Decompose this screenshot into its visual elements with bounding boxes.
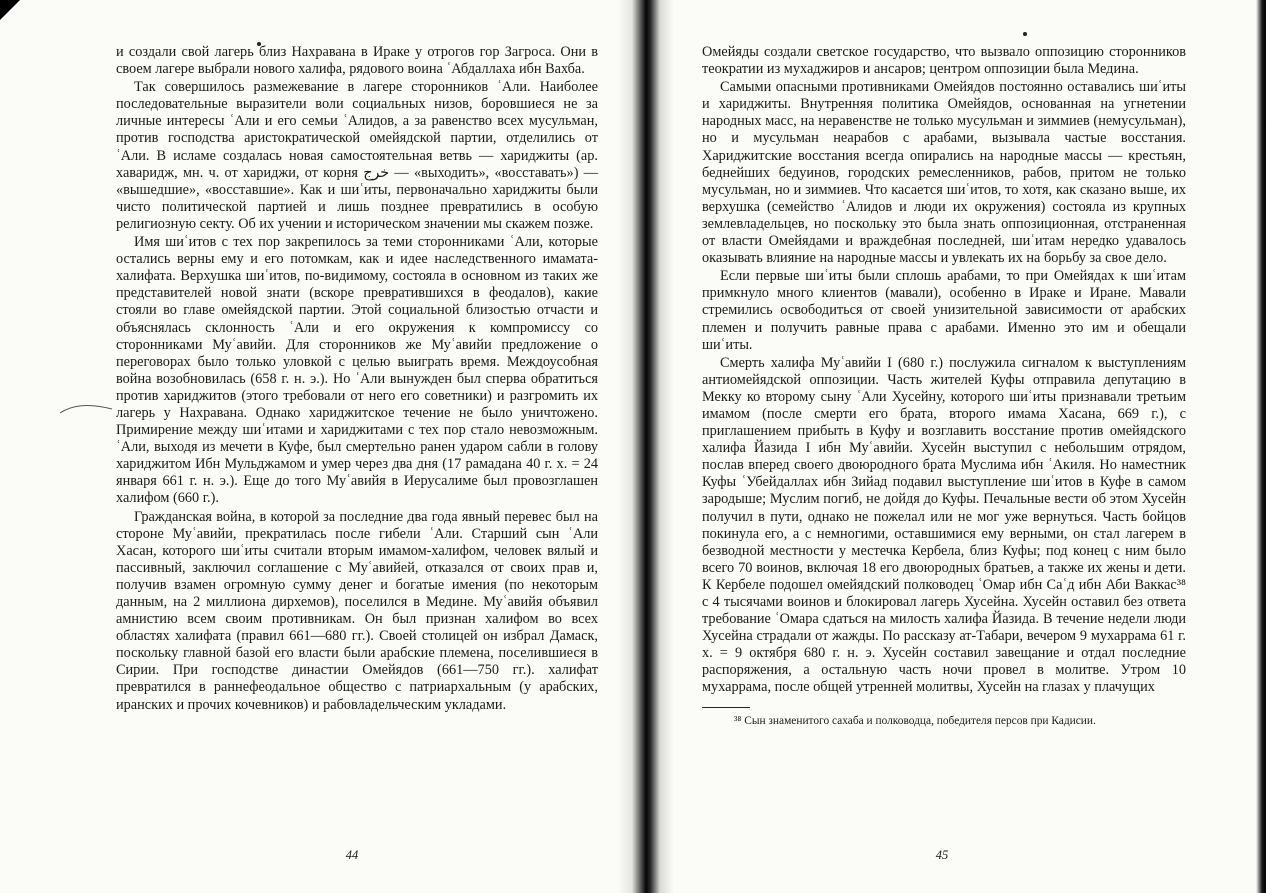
margin-pencil-mark [58,401,114,417]
left-page-body [116,44,598,714]
right-page [702,44,1186,728]
footnote: ³⁸ Сын знаменитого сахаба и полководца, победителя персов при Кадисии. [734,714,1096,727]
page-number-right: 45 [935,848,949,862]
paragraph: Смерть халифа Муʿавийи I (680 г.) послужила сигналом к выступлениям антиомейядской оппозиции. Часть жителей Куфы отправила депутацию в Мекку ко второму сыну ʿАли Хусейну, которого шиʿиты признавали третьим имамом (после смерти его брата, второго имама Хасана, 669 г.), с приглашением прибыть в Куфу и возглавить восстание против омейядского халифа Йазида I ибн Муʿавийи. Хусейн выступил с небольшим отрядом, послав вперед своего двоюродного брата Муслима ибн ʿАкиля. Но наместник Куфы ʿУбейдаллах ибн Зийад подавил выступление шиʿитов в Куфе в самом зародыше; Муслим погиб, не дойдя до Куфы. Печальные вести об этом Хусейн получил в пути, однако не пожелал или не мог уже вернуться. Часть бойцов покинула его, а с немногими, оставшимися ему верными, он стал лагерем в безводной местности у местечка Кербела, близ Куфы; под конец с ним было всего 70 воинов, включая 18 его двоюродных братьев, а также их жены и дети. К Кербеле подошел омейядский полководец ʿОмар ибн Саʿд ибн Аби Ваккас³⁸ с 4 тысячами воинов и блокировал лагерь Хусейна. Хусейн оставил без ответа требование ʿОмара сдаться на милость халифа Йазида. В течение недели люди Хусейна страдали от жажды. По рассказу ат-Табари, вечером 9 мухаррама 61 г. х. = 9 октября 680 г. н. э. Хусейн составил завещание и отдал последние распоряжения, а остальную часть ночи провел в молитве. Утром 10 мухаррама, после общей утренней молитвы, Хусейн на глазах у плачущих [702,354,1186,696]
paragraph: Если первые шиʿиты были сплошь арабами, то при Омейядах к шиʿитам примкнуло много клиентов (мавали), особенно в Ираке и Иране. Мавали стремились освободиться от своей унизительной зависимости от арабских племен и получить равные права с арабами. Именно это им и обещали шиʿиты. [702,268,1186,353]
paragraph: Гражданская война, в которой за последние два года явный перевес был на стороне Муʿавийи, прекратилась после гибели ʿАли. Старший сын ʿАли Хасан, которого шиʿиты считали вторым имамом-халифом, человек вялый и пассивный, заключил соглашение с Муʿавийей, отказался от своих прав и, получив взамен огромную сумму денег и богатые имения (по некоторым данным, на 2 миллиона дирхемов), поселился в Медине. Муʿавийя объявил амнистию всем своим противникам. Он был признан халифом во всех областях халифата (правил 661—680 гг.). Своей столицей он избрал Дамаск, поскольку главной базой его власти были арабские племена, поселившиеся в Сирии. При господстве династии Омейядов (661—750 гг.). халифат превратился в раннефеодальное общество с патриархальным (у арабских, иранских и прочих кочевников) и рабовладельческим укладами. [116,508,598,713]
scan-edge-shadow [1256,0,1266,893]
scan-corner-shadow [0,0,22,22]
page-number-left: 44 [345,848,359,862]
paragraph: Имя шиʿитов с тех пор закрепилось за теми сторонниками ʿАли, которые остались верны ему и его потомкам, как и идее наследственного имамата-халифата. Верхушка шиʿитов, по-видимому, состояла в основном из таких же представителей новой знати (вскоре превратившихся в феодалов), какие стояли во главе омейядской партии. Этой социальной близостью отчасти и объяснялась склонность ʿАли и его окружения к компромиссу со сторонниками Муʿавийи. Для сторонников же Муʿавийи предложение о переговорах было только уловкой с целью выиграть время. Междоусобная война возобновилась (658 г. н. э.). Но ʿАли вынужден был сперва обратиться против хариджитов (этого требовали от него его советники) и разгромить их лагерь у Нахравана. Однако хариджитское течение не было уничтожено. Примирение между шиʿитами и хариджитами с тех пор стало невозможным. ʿАли, выходя из мечети в Куфе, был смертельно ранен ударом сабли в голову хариджитом Ибн Мульджамом и умер через два дня (17 рамадана 40 г. х. = 24 января 661 г. н. э.). Еще до того Муʿавийя в Иерусалиме был провозглашен халифом (660 г.). [116,234,598,507]
left-page [116,44,598,714]
footnote-rule [702,707,750,708]
scan-speck [1023,32,1027,36]
paragraph: Самыми опасными противниками Омейядов постоянно оставались шиʿиты и хариджиты. Внутренняя политика Омейядов, основанная на угнетении народных масс, на неравенстве не только мусульман и зиммиев (немусульман), но и мусульман неарабов с арабами, вызывала частые восстания. Хариджитские восстания всегда опирались на народные массы — крестьян, беднейших бедуинов, городских ремесленников, рабов, притом не только мусульман, но и зиммиев. Что касается шиʿитов, то хотя, как сказано выше, их верхушка (семейство ʿАлидов и люди их окружения) состояла из крупных землевладельцев, но поскольку это была знать оппозиционная, отстраненная от власти Омейядами и враждебная последней, шиʿитам нередко удавалось оказывать влияние на народные массы и увлекать их на борьбу за свое дело. [702,79,1186,267]
paragraph: Омейяды создали светское государство, что вызвало оппозицию сторонников теократии из мухаджиров и ансаров; центром оппозиции была Медина. [702,44,1186,78]
right-page-body [702,44,1186,697]
book-gutter [618,0,674,893]
paragraph: и создали свой лагерь близ Нахравана в Ираке у отрогов гор Загроса. Они в своем лагере выбрали нового халифа, рядового воина ʿАбдаллаха ибн Вахба. [116,44,598,78]
paragraph: Так совершилось размежевание в лагере сторонников ʿАли. Наиболее последовательные выразители воли социальных низов, боровшиеся не за личные интересы ʿАли и его семьи ʿАлидов, а за равенство всех мусульман, против господства аристократической омейядской партии, отделились от ʿАли. В исламе создалась новая самостоятельная ветвь — хариджиты (ар. хаваридж, мн. ч. от хариджи, от корня خرج — «выходить», «восставать») — «вышедшие», «восставшие». Как и шиʿиты, первоначально хариджиты были чисто политической партией и лишь позднее превратились в особую религиозную секту. Об их учении и историческом значении мы скажем позже. [116,79,598,232]
